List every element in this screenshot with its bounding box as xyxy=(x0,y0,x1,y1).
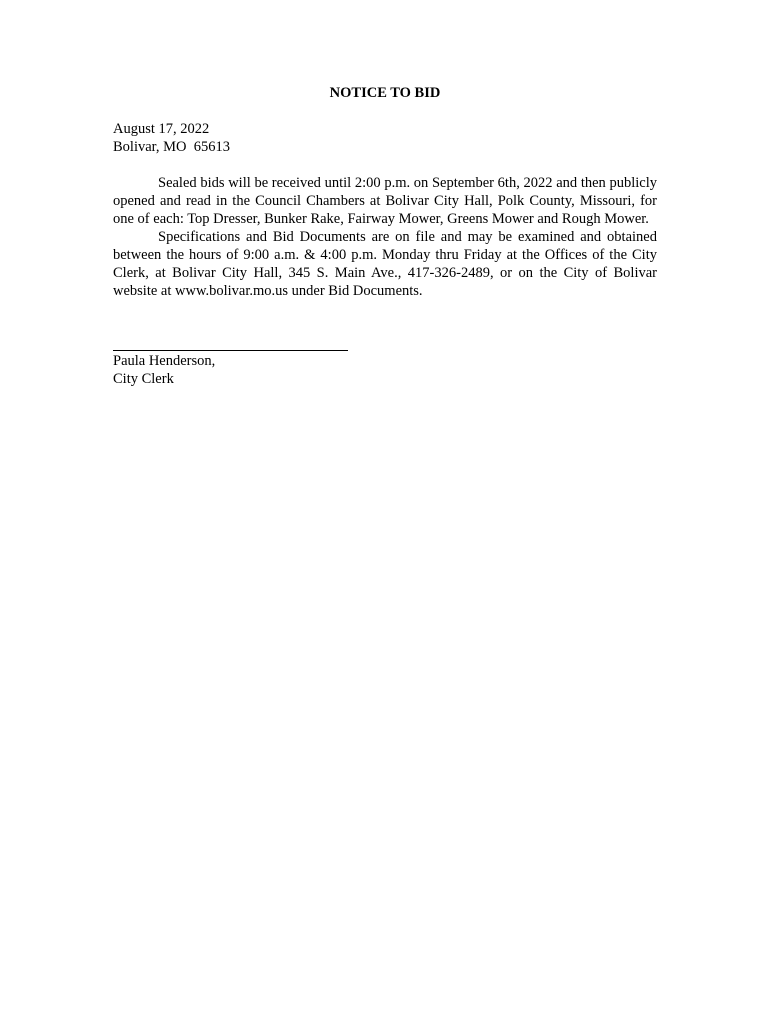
document-title: NOTICE TO BID xyxy=(329,85,441,101)
notice-location: Bolivar, MO 65613 xyxy=(113,139,231,155)
signer-role: City Clerk xyxy=(113,371,174,387)
notice-body xyxy=(113,174,657,300)
date-location-block xyxy=(113,120,230,156)
signer-name: Paula Henderson, xyxy=(113,353,216,369)
paragraph-specifications: Specifications and Bid Documents are on file and may be examined and obtained between the hours of 9:00 a.m. & 4:00 p.m. Monday thru Friday at the Offices of the City Clerk, at Bolivar City Hall, 345 S. Main Ave., 417-326-2489, or on the City of Bolivar website at www.bolivar.mo.us under Bid Documents. xyxy=(113,229,657,299)
signature-block xyxy=(113,336,348,388)
paragraph-bid-receipt: Sealed bids will be received until 2:00 p.m. on September 6th, 2022 and then publicly opened and read in the Council Chambers at Bolivar City Hall, Polk County, Missouri, for one of each: Top Dresser, Bunker Rake, Fairway Mower, Greens Mower and Rough Mower. xyxy=(113,175,657,227)
signature-line xyxy=(113,336,348,351)
notice-date: August 17, 2022 xyxy=(113,121,210,137)
